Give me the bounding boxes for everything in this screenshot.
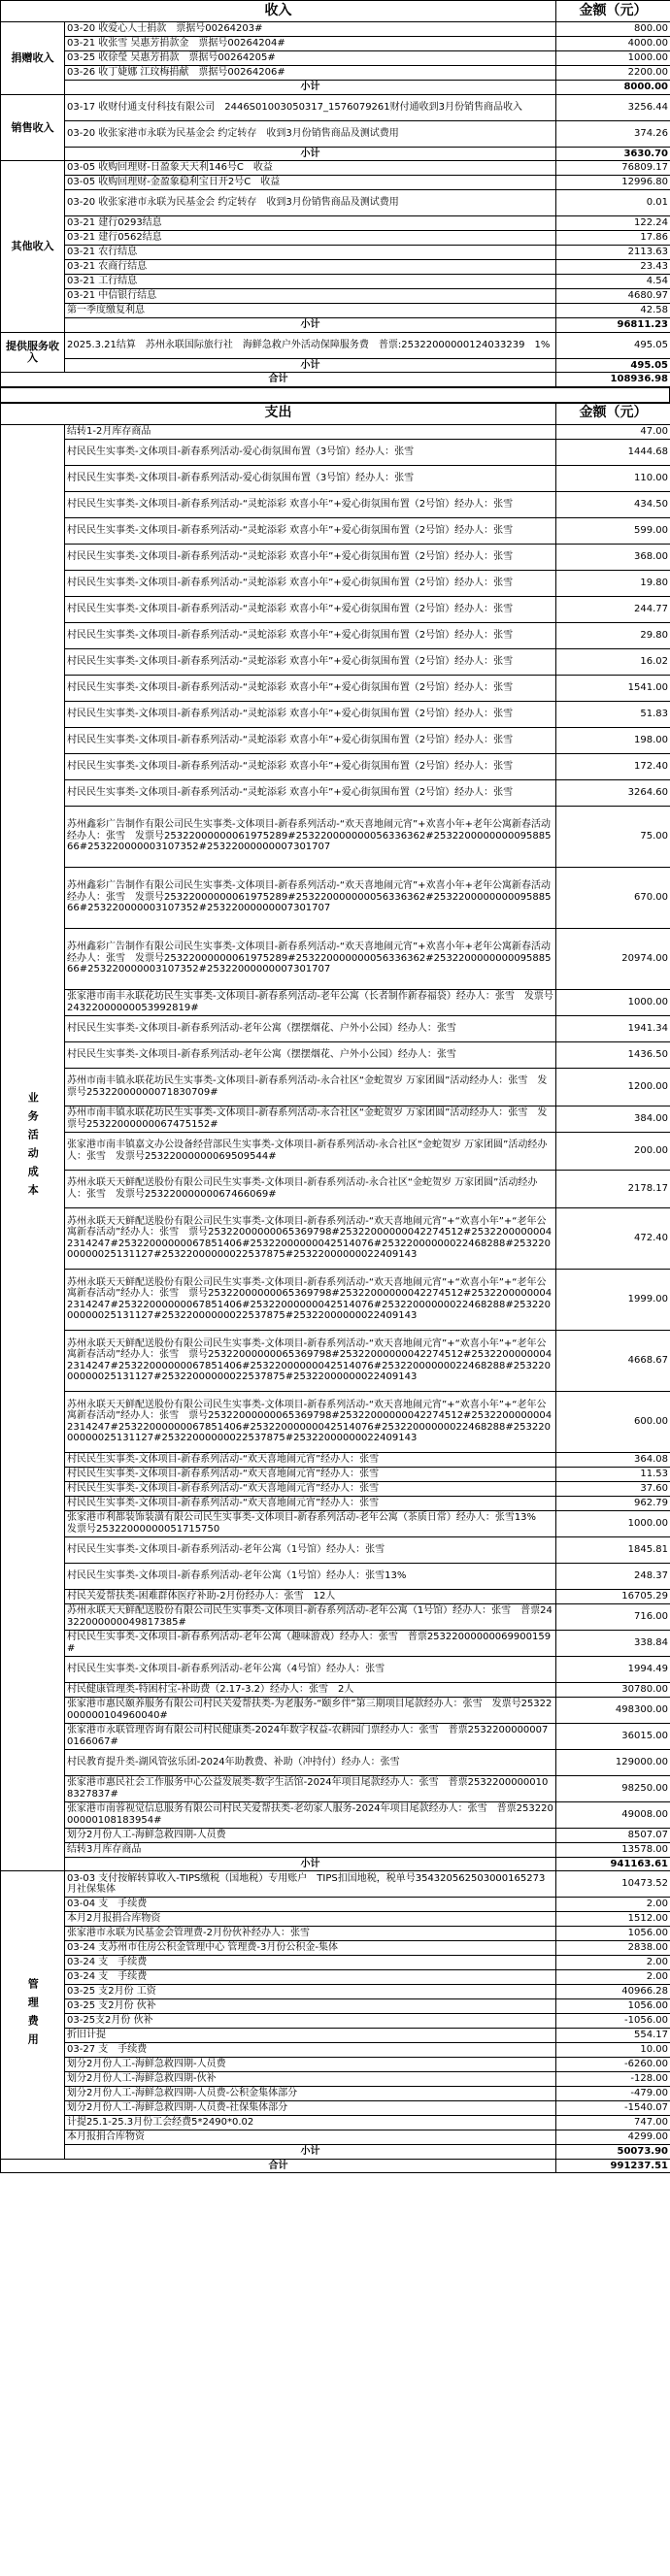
table-row (1, 1970, 670, 1985)
table-row (1, 491, 670, 517)
table-row (1, 1041, 670, 1068)
row-amount: 338.84 (556, 1630, 670, 1656)
row-amount: -479.00 (556, 2087, 670, 2101)
table-row (1, 51, 670, 66)
row-amount: 384.00 (556, 1106, 670, 1132)
row-description: 张家港市惠民颐养服务有限公司村民关爱帮扶类-为老服务-“颐乡伴”第三期项目尾款经办人：张雪 发票号25322000000104960040# (65, 1697, 556, 1723)
row-description: 03-25 支2月份 伙补 (65, 1999, 556, 2014)
table-row (1, 289, 670, 304)
row-amount: 1444.68 (556, 439, 670, 465)
total-amount: 108936.98 (556, 373, 670, 387)
table-row (1, 66, 670, 81)
row-amount: -1540.07 (556, 2101, 670, 2116)
row-description: 村民民生实事类-文体项目-新春系列活动-爱心街氛围布置（3号馆）经办人：张雪 (65, 465, 556, 491)
row-amount: -6260.00 (556, 2058, 670, 2072)
table-row (1, 727, 670, 753)
row-amount: 244.77 (556, 596, 670, 622)
row-description: 村民民生实事类-文体项目-新春系列活动-“灵蛇添彩 欢喜小年”+爱心街氛围布置（2号馆）经办人：张雪 (65, 753, 556, 779)
total-amount: 991237.51 (556, 2159, 670, 2173)
category-label: 提供服务收入 (1, 332, 65, 373)
row-amount: 800.00 (556, 22, 670, 37)
row-amount: 42.58 (556, 304, 670, 318)
row-amount: 495.05 (556, 332, 670, 358)
row-description: 村民民生实事类-文体项目-新春系列活动-老年公寓（趣味游戏）经办人：张雪 普票25322000000069900159# (65, 1630, 556, 1656)
row-amount: 17.86 (556, 231, 670, 246)
table-row (1, 332, 670, 358)
row-description: 苏州鑫彩广告制作有限公司民生实事类-文体项目-新春系列活动-“欢天喜地闹元宵”+欢喜小年+老年公寓新春活动经办人：张雪 发票号25322000000061975289#253220000000056336362#253220000000009588566#253220000003107352#25322000000007301707 (65, 867, 556, 928)
table-row (1, 1871, 670, 1898)
row-description: 03-21 收张雪 吴惠芳捐款金 票据号00264204# (65, 37, 556, 51)
row-amount: 1056.00 (556, 1927, 670, 1941)
category-label: 管理费用 (1, 1871, 65, 2160)
table-row (1, 120, 670, 147)
row-amount: 16.02 (556, 648, 670, 675)
row-description: 村民教育提升类-湖风管弦乐团-2024年助教费、补助（冲持付）经办人：张雪 (65, 1749, 556, 1775)
table-row (1, 1269, 670, 1330)
table-row (1, 22, 670, 37)
row-description: 划分2月份人工-海鲜急救四期-人员费-社保集体部分 (65, 2101, 556, 2116)
table-row (1, 1898, 670, 1912)
table-row (1, 161, 670, 176)
subtotal-label: 小计 (65, 81, 556, 95)
row-amount: 716.00 (556, 1603, 670, 1630)
row-amount: 40966.28 (556, 1985, 670, 1999)
table-row (1, 1842, 670, 1857)
row-amount: 1056.00 (556, 1999, 670, 2014)
row-description: 村民民生实事类-文体项目-新春系列活动-“灵蛇添彩 欢喜小年”+爱心街氛围布置（2号馆）经办人：张雪 (65, 675, 556, 701)
row-amount: 122.24 (556, 216, 670, 231)
row-amount: 3264.60 (556, 779, 670, 806)
row-description: 苏州永联天天鲜配送股份有限公司民生实事类-文体项目-新春系列活动-“欢天喜地闹元宵”+“欢喜小年”+“老年公寓新春活动”经办人：张雪 票号25322000000065369798#25322000000042274512#25322000000042314247#25322000000067851406#25322000000042514076#25322000000022468288#25322000000025131127#25322000000022537875#25322000000022409143 (65, 1269, 556, 1330)
table-row (1, 517, 670, 544)
table-row (1, 190, 670, 216)
row-description: 苏州鑫彩广告制作有限公司民生实事类-文体项目-新春系列活动-“欢天喜地闹元宵”+欢喜小年+老年公寓新春活动经办人：张雪 发票号25322000000061975289#253220000000056336362#253220000000009588566#253220000003107352#25322000000007301707 (65, 928, 556, 989)
row-amount: 20974.00 (556, 928, 670, 989)
row-amount: 2.00 (556, 1970, 670, 1985)
table-row (1, 1723, 670, 1749)
row-description: 苏州永联天天鲜配送股份有限公司民生实事类-文体项目-新春系列活动-“欢天喜地闹元宵”+“欢喜小年”+“老年公寓新春活动”经办人：张雪 票号25322000000065369798#25322000000042274512#25322000000042314247#25322000000067851406#25322000000042514076#25322000000022468288#25322000000025131127#25322000000022537875#25322000000022409143 (65, 1330, 556, 1391)
table-row (1, 867, 670, 928)
row-description: 03-20 收爱心人士捐款 票据号00264203# (65, 22, 556, 37)
table-row (1, 1630, 670, 1656)
table-row (1, 1985, 670, 1999)
row-amount: 368.00 (556, 544, 670, 570)
row-description: 03-25支2月份 伙补 (65, 2014, 556, 2029)
row-amount: -1056.00 (556, 2014, 670, 2029)
table-row (1, 1956, 670, 1970)
row-amount: 37.60 (556, 1481, 670, 1496)
table-row (1, 1015, 670, 1041)
row-description: 03-21 农商行结息 (65, 260, 556, 275)
row-amount: 110.00 (556, 465, 670, 491)
section-spacer (1, 387, 670, 402)
table-row (1, 779, 670, 806)
table-row (1, 1999, 670, 2014)
row-amount: 599.00 (556, 517, 670, 544)
row-description: 03-20 收张家港市永联为民基金会 约定转存 收到3月份销售商品及测试费用 (65, 120, 556, 147)
row-description: 03-21 建行0562结息 (65, 231, 556, 246)
row-amount: 1994.49 (556, 1656, 670, 1682)
row-description: 03-25 收徐瑩 吴惠芳捐款 票据号00264205# (65, 51, 556, 66)
row-amount: 1200.00 (556, 1068, 670, 1106)
row-description: 本月2月报捐合库物资 (65, 1912, 556, 1927)
row-amount: 1541.00 (556, 675, 670, 701)
table-row (1, 544, 670, 570)
subtotal-amount: 8000.00 (556, 81, 670, 95)
row-description: 第一季度缴复利息 (65, 304, 556, 318)
row-description: 03-05 收购回理财-金盈象稳利宝日开2号C 收益 (65, 176, 556, 190)
category-label: 其他收入 (1, 161, 65, 333)
table-row (1, 1589, 670, 1603)
table-row (1, 622, 670, 648)
row-amount: 2200.00 (556, 66, 670, 81)
subtotal-amount: 3630.70 (556, 147, 670, 161)
table-row (1, 806, 670, 867)
row-description: 结转1-2月库存商品 (65, 424, 556, 439)
row-amount: 19.80 (556, 570, 670, 596)
row-amount: 374.26 (556, 120, 670, 147)
row-description: 村民民生实事类-文体项目-新春系列活动-“灵蛇添彩 欢喜小年”+爱心街氛围布置（2号馆）经办人：张雪 (65, 727, 556, 753)
table-row (1, 2058, 670, 2072)
row-amount: 364.08 (556, 1452, 670, 1467)
table-row (1, 1563, 670, 1589)
subtotal-row (1, 358, 670, 373)
table-row (1, 1391, 670, 1452)
table-row (1, 1207, 670, 1269)
expense-total-row (1, 2159, 670, 2173)
table-row (1, 1510, 670, 1536)
table-row (1, 1330, 670, 1391)
row-description: 村民民生实事类-文体项目-新春系列活动-“灵蛇添彩 欢喜小年”+爱心街氛围布置（2号馆）经办人：张雪 (65, 596, 556, 622)
subtotal-amount: 941163.61 (556, 1857, 670, 1871)
subtotal-row (1, 1857, 670, 1871)
row-description: 折旧计提 (65, 2029, 556, 2043)
expense-header-amount: 金额（元） (556, 403, 670, 424)
row-description: 03-24 支 手续费 (65, 1956, 556, 1970)
row-description: 苏州永联天天鲜配送股份有限公司民生实事类-文体项目-新春系列活动-“欢天喜地闹元宵”+“欢喜小年”+“老年公寓新春活动”经办人：张雪 票号25322000000065369798#25322000000042274512#25322000000042314247#25322000000067851406#25322000000042514076#25322000000022468288#25322000000025131127#25322000000022537875#25322000000022409143 (65, 1391, 556, 1452)
row-description: 03-27 支 手续费 (65, 2043, 556, 2058)
row-description: 村民民生实事类-文体项目-新春系列活动-老年公寓（4号馆）经办人：张雪 (65, 1656, 556, 1682)
section-gap (0, 387, 670, 403)
row-description: 张家港市南丰镇嘉文办公设备经营部民生实事类-文体项目-新春系列活动-永合社区“金蛇贺岁 万家团圆”活动经办人：张雪 发票号25322000000069509544# (65, 1132, 556, 1170)
row-description: 村民民生实事类-文体项目-新春系列活动-“灵蛇添彩 欢喜小年”+爱心街氛围布置（2号馆）经办人：张雪 (65, 491, 556, 517)
row-amount: -128.00 (556, 2072, 670, 2087)
row-amount: 248.37 (556, 1563, 670, 1589)
row-amount: 47.00 (556, 424, 670, 439)
subtotal-row (1, 81, 670, 95)
row-amount: 1941.34 (556, 1015, 670, 1041)
row-description: 张家港市永联为民基金会管理费-2月份伙补经办人：张雪 (65, 1927, 556, 1941)
table-row (1, 648, 670, 675)
table-row (1, 1603, 670, 1630)
row-description: 村民民生实事类-文体项目-新春系列活动-爱心街氛围布置（3号馆）经办人：张雪 (65, 439, 556, 465)
total-label: 合计 (1, 373, 556, 387)
row-amount: 670.00 (556, 867, 670, 928)
table-row (1, 570, 670, 596)
table-row (1, 753, 670, 779)
row-description: 村民民生实事类-文体项目-新春系列活动-“欢天喜地闹元宵”经办人：张雪 (65, 1481, 556, 1496)
row-amount: 10473.52 (556, 1871, 670, 1898)
table-row (1, 1801, 670, 1828)
row-description: 计提25.1-25.3月份工会经费5*2490*0.02 (65, 2116, 556, 2130)
row-description: 划分2月份人工-海鲜急救四期-人员费 (65, 2058, 556, 2072)
row-description: 村民民生实事类-文体项目-新春系列活动-“灵蛇添彩 欢喜小年”+爱心街氛围布置（2号馆）经办人：张雪 (65, 544, 556, 570)
table-row (1, 439, 670, 465)
row-amount: 30780.00 (556, 1682, 670, 1697)
row-amount: 4000.00 (556, 37, 670, 51)
row-description: 苏州永联天天鲜配送股份有限公司民生实事类-文体项目-新春系列活动-老年公寓（1号馆）经办人：张雪 普票24322000000049817385# (65, 1603, 556, 1630)
table-row (1, 94, 670, 120)
row-description: 张家港市南蓉视觉信息服务有限公司村民关爱帮扶类-老幼家人服务-2024年项目尾款经办人：张雪 普票25322000000108183954# (65, 1801, 556, 1828)
row-description: 03-25 支2月份 工资 (65, 1985, 556, 1999)
table-row (1, 2130, 670, 2145)
row-description: 村民健康管理类-特困村宝-补助费（2.17-3.2）经办人：张雪 2人 (65, 1682, 556, 1697)
table-row (1, 1481, 670, 1496)
table-row (1, 1941, 670, 1956)
income-header-amount: 金额（元） (556, 1, 670, 22)
table-row (1, 675, 670, 701)
table-row (1, 1749, 670, 1775)
row-description: 村民民生实事类-文体项目-新春系列活动-“灵蛇添彩 欢喜小年”+爱心街氛围布置（2号馆）经办人：张雪 (65, 779, 556, 806)
row-amount: 23.43 (556, 260, 670, 275)
row-description: 张家港市南丰永联花坊民生实事类-文体项目-新春系列活动-老年公寓（长者制作新春福袋）经办人：张雪 发票号24322000000053992819# (65, 989, 556, 1015)
table-row (1, 1912, 670, 1927)
row-amount: 76809.17 (556, 161, 670, 176)
category-label: 业务活动成本 (1, 424, 65, 1871)
row-amount: 98250.00 (556, 1775, 670, 1801)
expense-header-title: 支出 (1, 403, 556, 424)
subtotal-label: 小计 (65, 1857, 556, 1871)
row-amount: 3256.44 (556, 94, 670, 120)
row-amount: 172.40 (556, 753, 670, 779)
row-amount: 16705.29 (556, 1589, 670, 1603)
row-description: 03-04 支 手续费 (65, 1898, 556, 1912)
row-amount: 1000.00 (556, 1510, 670, 1536)
table-row (1, 260, 670, 275)
table-row (1, 1697, 670, 1723)
row-description: 划分2月份人工-海鲜急救四期-伙补 (65, 2072, 556, 2087)
subtotal-row (1, 147, 670, 161)
row-description: 村民关爱帮扶类-困难群体医疗补助-2月份经办人：张雪 12人 (65, 1589, 556, 1603)
income-header-row (1, 1, 670, 22)
row-amount: 4680.97 (556, 289, 670, 304)
table-row (1, 1132, 670, 1170)
row-amount: 472.40 (556, 1207, 670, 1269)
row-amount: 1999.00 (556, 1269, 670, 1330)
table-row (1, 304, 670, 318)
table-row (1, 1467, 670, 1481)
table-row (1, 1536, 670, 1563)
table-row (1, 216, 670, 231)
row-amount: 600.00 (556, 1391, 670, 1452)
row-description: 03-24 支苏州市住房公积金管理中心 管理费-3月份公积金-集体 (65, 1941, 556, 1956)
subtotal-label: 小计 (65, 147, 556, 161)
row-amount: 434.50 (556, 491, 670, 517)
row-description: 村民民生实事类-文体项目-新春系列活动-老年公寓（1号馆）经办人：张雪13% (65, 1563, 556, 1589)
row-amount: 8507.07 (556, 1828, 670, 1842)
row-description: 划分2月份人工-海鲜急救四期-人员费 (65, 1828, 556, 1842)
table-row (1, 1656, 670, 1682)
table-row (1, 1496, 670, 1510)
row-amount: 554.17 (556, 2029, 670, 2043)
table-row (1, 2014, 670, 2029)
table-row (1, 2072, 670, 2087)
row-amount: 200.00 (556, 1132, 670, 1170)
table-row (1, 465, 670, 491)
category-label: 销售收入 (1, 94, 65, 161)
row-amount: 198.00 (556, 727, 670, 753)
row-amount: 2.00 (556, 1898, 670, 1912)
row-amount: 4299.00 (556, 2130, 670, 2145)
row-amount: 36015.00 (556, 1723, 670, 1749)
subtotal-row (1, 2145, 670, 2160)
subtotal-amount: 96811.23 (556, 318, 670, 333)
row-description: 03-20 收张家港市永联为民基金会 约定转存 收到3月份销售商品及测试费用 (65, 190, 556, 216)
row-description: 村民民生实事类-文体项目-新春系列活动-“灵蛇添彩 欢喜小年”+爱心街氛围布置（2号馆）经办人：张雪 (65, 570, 556, 596)
table-row (1, 246, 670, 260)
row-description: 苏州市南丰镇永联花坊民生实事类-文体项目-新春系列活动-永合社区“金蛇贺岁 万家团圆”活动经办人：张雪 发票号25322000000071830709# (65, 1068, 556, 1106)
total-label: 合计 (1, 2159, 556, 2173)
row-amount: 1845.81 (556, 1536, 670, 1563)
row-amount: 1512.00 (556, 1912, 670, 1927)
row-amount: 4668.67 (556, 1330, 670, 1391)
table-row (1, 928, 670, 989)
row-description: 结转3月库存商品 (65, 1842, 556, 1857)
row-description: 村民民生实事类-文体项目-新春系列活动-“欢天喜地闹元宵”经办人：张雪 (65, 1452, 556, 1467)
row-description: 本月报捐合库物资 (65, 2130, 556, 2145)
income-header-title: 收入 (1, 1, 556, 22)
table-row (1, 176, 670, 190)
row-description: 张家港市永联管理咨询有限公司村民健康类-2024年数字权益-农耕园门票经办人：张雪 普票25322000000070166067# (65, 1723, 556, 1749)
row-amount: 498300.00 (556, 1697, 670, 1723)
row-description: 03-21 农行结息 (65, 246, 556, 260)
row-amount: 1436.50 (556, 1041, 670, 1068)
row-amount: 2.00 (556, 1956, 670, 1970)
table-row (1, 701, 670, 727)
row-description: 村民民生实事类-文体项目-新春系列活动-老年公寓（1号馆）经办人：张雪 (65, 1536, 556, 1563)
table-row (1, 1828, 670, 1842)
row-amount: 0.01 (556, 190, 670, 216)
row-description: 张家港市惠民社会工作服务中心公益发展类-数字生活馆-2024年项目尾款经办人：张雪 普票25322000000108327837# (65, 1775, 556, 1801)
row-description: 03-05 收购回理财-日盈象天天利146号C 收益 (65, 161, 556, 176)
subtotal-amount: 495.05 (556, 358, 670, 373)
row-description: 村民民生实事类-文体项目-新春系列活动-老年公寓（摆摆烟花、户外小公园）经办人：张雪 (65, 1041, 556, 1068)
table-row (1, 275, 670, 289)
row-amount: 962.79 (556, 1496, 670, 1510)
row-description: 03-17 收财付通支付科技有限公司 2446S01003050317_1576079261财付通收到3月份销售商品收入 (65, 94, 556, 120)
table-row (1, 2087, 670, 2101)
expense-table (0, 403, 670, 2174)
row-description: 03-24 支 手续费 (65, 1970, 556, 1985)
row-amount: 49008.00 (556, 1801, 670, 1828)
subtotal-label: 小计 (65, 358, 556, 373)
subtotal-label: 小计 (65, 318, 556, 333)
row-amount: 13578.00 (556, 1842, 670, 1857)
table-row (1, 1452, 670, 1467)
row-amount: 75.00 (556, 806, 670, 867)
table-row (1, 596, 670, 622)
table-row (1, 2029, 670, 2043)
table-row (1, 2101, 670, 2116)
row-description: 村民民生实事类-文体项目-新春系列活动-“灵蛇添彩 欢喜小年”+爱心街氛围布置（2号馆）经办人：张雪 (65, 622, 556, 648)
row-amount: 10.00 (556, 2043, 670, 2058)
row-description: 苏州鑫彩广告制作有限公司民生实事类-文体项目-新春系列活动-“欢天喜地闹元宵”+欢喜小年+老年公寓新春活动经办人：张雪 发票号25322000000061975289#253220000000056336362#253220000000009588566#253220000003107352#25322000000007301707 (65, 806, 556, 867)
row-amount: 29.80 (556, 622, 670, 648)
row-description: 苏州市南丰镇永联花坊民生实事类-文体项目-新春系列活动-永合社区“金蛇贺岁 万家团圆”活动经办人：张雪 发票号25322000000067475152# (65, 1106, 556, 1132)
income-table (0, 0, 670, 387)
subtotal-amount: 50073.90 (556, 2145, 670, 2160)
table-row (1, 1106, 670, 1132)
row-description: 03-21 工行结息 (65, 275, 556, 289)
row-description: 村民民生实事类-文体项目-新春系列活动-“灵蛇添彩 欢喜小年”+爱心街氛围布置（2号馆）经办人：张雪 (65, 701, 556, 727)
row-description: 03-21 建行0293结息 (65, 216, 556, 231)
row-amount: 2178.17 (556, 1170, 670, 1207)
expense-header-row (1, 403, 670, 424)
row-description: 划分2月份人工-海鲜急救四期-人员费-公积金集体部分 (65, 2087, 556, 2101)
row-description: 苏州永联天天鲜配送股份有限公司民生实事类-文体项目-新春系列活动-“欢天喜地闹元宵”+“欢喜小年”+“老年公寓新春活动”经办人：张雪 票号25322000000065369798#25322000000042274512#25322000000042314247#25322000000067851406#25322000000042514076#25322000000022468288#25322000000025131127#25322000000022537875#25322000000022409143 (65, 1207, 556, 1269)
row-description: 张家港市利都装饰装潢有限公司民生实事类-文体项目-新春系列活动-老年公寓（茶质日常）经办人：张雪13% 发票号25322000000051715750 (65, 1510, 556, 1536)
row-description: 村民民生实事类-文体项目-新春系列活动-“灵蛇添彩 欢喜小年”+爱心街氛围布置（2号馆）经办人：张雪 (65, 648, 556, 675)
row-amount: 129000.00 (556, 1749, 670, 1775)
row-amount: 12996.80 (556, 176, 670, 190)
table-row (1, 424, 670, 439)
row-description: 村民民生实事类-文体项目-新春系列活动-“欢天喜地闹元宵”经办人：张雪 (65, 1467, 556, 1481)
row-amount: 1000.00 (556, 989, 670, 1015)
row-description: 03-03 支付按解转算收入-TIPS缴税（国地税）专用账户 TIPS扣国地税，税单号354320562503000165273月社保集体 (65, 1871, 556, 1898)
table-row (1, 1775, 670, 1801)
row-amount: 4.54 (556, 275, 670, 289)
row-description: 苏州永联天天鲜配送股份有限公司民生实事类-文体项目-新春系列活动-永合社区“金蛇贺岁 万家团圆”活动经办人：张雪 发票号25322000000067466069# (65, 1170, 556, 1207)
row-description: 村民民生实事类-文体项目-新春系列活动-“灵蛇添彩 欢喜小年”+爱心街氛围布置（2号馆）经办人：张雪 (65, 517, 556, 544)
table-row (1, 1682, 670, 1697)
table-row (1, 1068, 670, 1106)
row-description: 村民民生实事类-文体项目-新春系列活动-“欢天喜地闹元宵”经办人：张雪 (65, 1496, 556, 1510)
row-amount: 2838.00 (556, 1941, 670, 1956)
row-amount: 2113.63 (556, 246, 670, 260)
table-row (1, 231, 670, 246)
subtotal-row (1, 318, 670, 333)
category-label: 捐赠收入 (1, 22, 65, 95)
table-row (1, 1927, 670, 1941)
row-amount: 51.83 (556, 701, 670, 727)
table-row (1, 2116, 670, 2130)
table-row (1, 2043, 670, 2058)
row-description: 村民民生实事类-文体项目-新春系列活动-老年公寓（摆摆烟花、户外小公园）经办人：张雪 (65, 1015, 556, 1041)
row-description: 03-26 收丁婕娜 江玟梅捐献 票据号00264206# (65, 66, 556, 81)
subtotal-label: 小计 (65, 2145, 556, 2160)
income-total-row (1, 373, 670, 387)
table-row (1, 1170, 670, 1207)
row-description: 2025.3.21结算 苏州永联国际旅行社 海鲜急救户外活动保障服务费 普票:25322000000124033239 1% (65, 332, 556, 358)
row-amount: 747.00 (556, 2116, 670, 2130)
row-amount: 11.53 (556, 1467, 670, 1481)
table-row (1, 989, 670, 1015)
row-description: 03-21 中信银行结息 (65, 289, 556, 304)
row-amount: 1000.00 (556, 51, 670, 66)
table-row (1, 37, 670, 51)
